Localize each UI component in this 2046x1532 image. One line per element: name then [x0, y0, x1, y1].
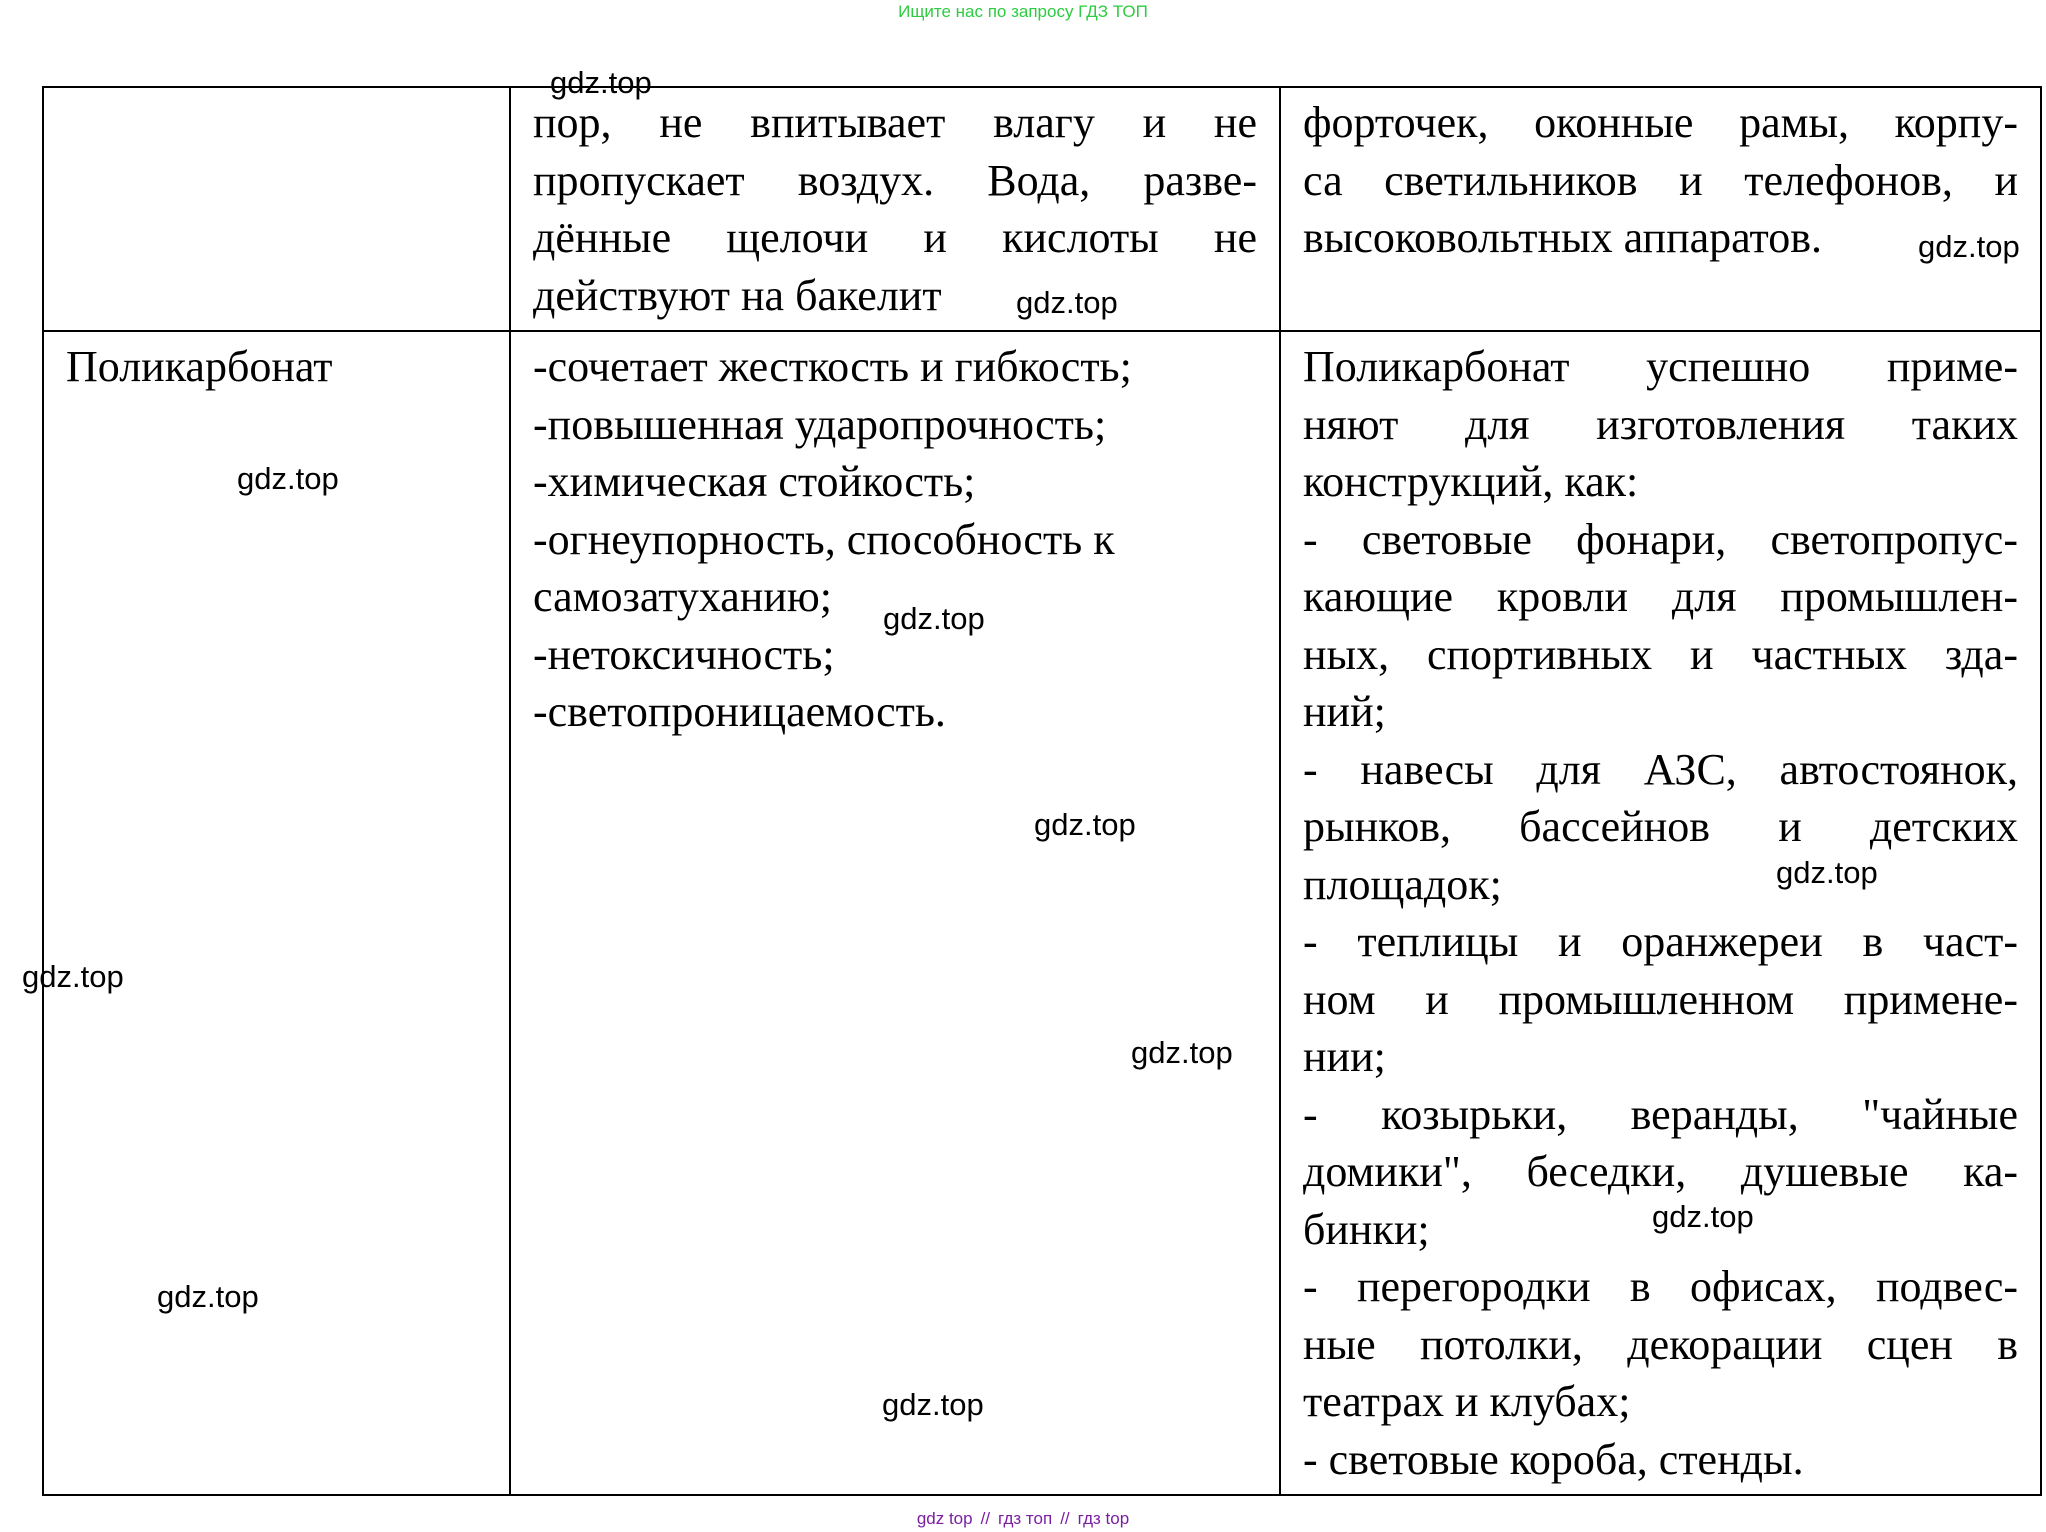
footer: [0, 1506, 2046, 1532]
footer-link[interactable]: gdz top: [916, 1509, 973, 1528]
applications-line: - световые короба, стенды.: [1303, 1434, 1804, 1484]
applications-line: ном и промышленном примене-: [1303, 974, 2018, 1024]
material-name-cell: [43, 331, 510, 1495]
banner-text: Ищите нас по запросу ГДЗ ТОП: [898, 2, 1148, 21]
applications-line: конструкций, как:: [1303, 457, 1639, 506]
applications-line: высоковольтных аппаратов.: [1303, 213, 1822, 262]
material-name: Поликарбонат: [66, 342, 333, 391]
applications-line: ний;: [1303, 687, 1386, 736]
applications-line: домики", беседки, душевые ка-: [1303, 1147, 2018, 1196]
properties-cell: [510, 87, 1280, 331]
applications-line: театрах и клубах;: [1303, 1377, 1631, 1426]
properties-cell: [510, 331, 1280, 1495]
table-row: [43, 331, 2041, 1495]
applications-line: няют для изготовления таких: [1303, 399, 2018, 449]
applications-line: са светильников и телефонов, и: [1303, 155, 2018, 205]
applications-line: ные потолки, декорации сцен в: [1303, 1319, 2018, 1369]
footer-link[interactable]: гдз топ: [998, 1509, 1053, 1528]
watermark: gdz.top: [157, 1279, 259, 1314]
properties-line: -огнеупорность, способность к: [533, 514, 1115, 564]
applications-line: рынков, бассейнов и детских: [1303, 802, 2018, 851]
watermark: gdz.top: [882, 1387, 984, 1422]
applications-line: ных, спортивных и частных зда-: [1303, 629, 2018, 679]
applications-line: - перегородки в офисах, подвес-: [1303, 1262, 2018, 1311]
properties-line: пропускает воздух. Вода, разве-: [533, 155, 1257, 205]
applications-line: - световые фонари, светопропус-: [1303, 514, 2018, 564]
properties-line: действуют на бакелит: [533, 270, 942, 320]
properties-line: самозатуханию;: [533, 572, 832, 621]
footer-separator: //: [980, 1509, 991, 1528]
properties-line: -светопроницаемость.: [533, 687, 946, 736]
applications-line: - теплицы и оранжереи в част-: [1303, 917, 2018, 966]
watermark: gdz.top: [1034, 807, 1136, 842]
applications-line: площадок;: [1303, 859, 1502, 909]
footer-separator: //: [1060, 1509, 1070, 1528]
applications-line: - козырьки, веранды, "чайные: [1303, 1089, 2018, 1139]
applications-line: - навесы для АЗС, автостоянок,: [1303, 744, 2018, 794]
applications-line: бинки;: [1303, 1204, 1430, 1254]
applications-line: нии;: [1303, 1032, 1386, 1081]
properties-line: -нетоксичность;: [533, 629, 835, 679]
applications-line: Поликарбонат успешно приме-: [1303, 342, 2018, 391]
watermark: gdz.top: [1652, 1199, 1754, 1234]
top-banner: [0, 0, 2046, 24]
properties-line: пор, не впитывает влагу и не: [533, 98, 1257, 147]
watermark: gdz.top: [1918, 229, 2020, 264]
watermark: gdz.top: [1016, 285, 1118, 320]
properties-line: дённые щелочи и кислоты не: [533, 213, 1257, 262]
watermark: gdz.top: [550, 65, 652, 100]
footer-link[interactable]: гдз top: [1077, 1509, 1130, 1528]
properties-line: -сочетает жесткость и гибкость;: [533, 342, 1132, 391]
applications-cell: [1280, 87, 2041, 331]
watermark: gdz.top: [1131, 1035, 1233, 1070]
properties-line: -химическая стойкость;: [533, 457, 976, 506]
watermark: gdz.top: [883, 601, 985, 636]
properties-line: -повышенная ударопрочность;: [533, 399, 1107, 449]
material-name-cell: [43, 87, 510, 331]
watermark: gdz.top: [237, 461, 339, 496]
applications-cell: [1280, 331, 2041, 1495]
watermark: gdz.top: [22, 959, 124, 994]
applications-line: кающие кровли для промышлен-: [1303, 572, 2018, 621]
watermark: gdz.top: [1776, 855, 1878, 890]
applications-line: форточек, оконные рамы, корпу-: [1303, 98, 2018, 147]
